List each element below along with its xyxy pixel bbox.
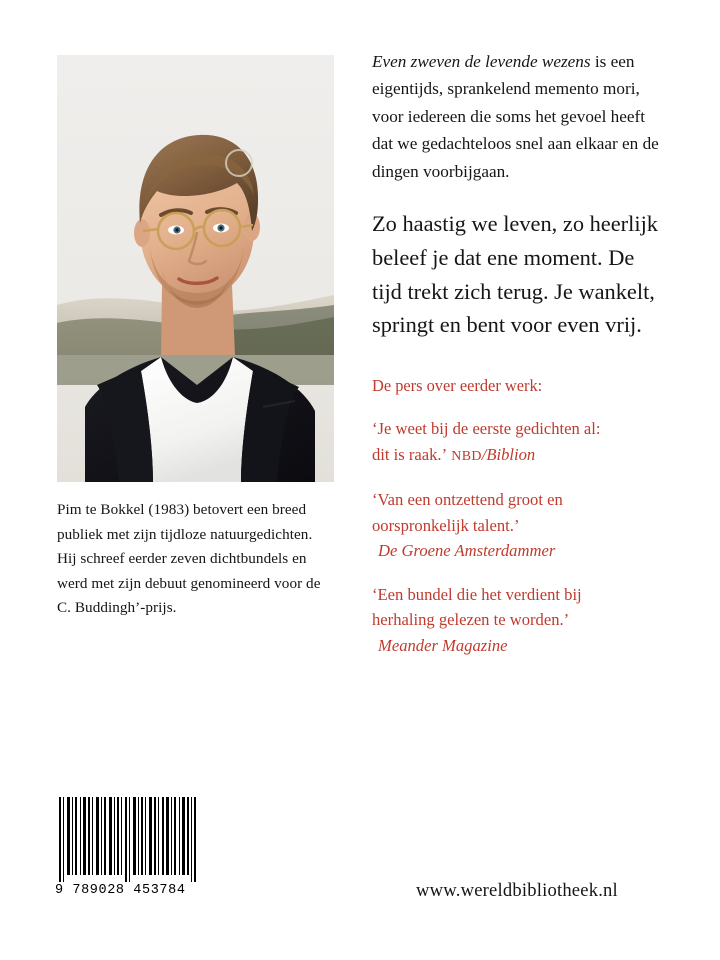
publisher-url: www.wereldbibliotheek.nl: [416, 880, 618, 901]
author-portrait-image: [57, 55, 334, 482]
press-quote-1-line2: dit is raak.’: [372, 444, 448, 464]
press-quote-3-line2: herhaling gelezen te worden.’: [372, 610, 570, 630]
blurb-intro: [372, 48, 662, 185]
press-heading: De pers over eerder werk:: [372, 376, 543, 396]
press-quote-1: [372, 416, 662, 469]
barcode-icon: [55, 797, 201, 882]
press-quote-2-line2: oorspronkelijk talent.’: [372, 515, 520, 535]
press-quote-2-source: De Groene Amsterdammer: [378, 541, 556, 561]
press-quote-3-line1: ‘Een bundel die het verdient bij: [372, 584, 582, 604]
author-photo: [57, 55, 334, 482]
isbn-digits: 9 789028 453784: [55, 883, 186, 898]
press-quote-2-line1: ‘Van een ontzettend groot en: [372, 490, 563, 510]
press-quote-1-line2-wrap: [372, 445, 535, 464]
press-quote-3: [372, 582, 662, 659]
right-column: [372, 48, 662, 658]
author-bio-text: Pim te Bokkel (1983) betovert een breed publiek met zijn tijdloze natuurgedichten. Hij schreef eerder zeven dichtbundels en werd met zijn debuut genomineerd voor de C. Buddingh’-prijs.: [57, 501, 321, 616]
blurb-pull-quote: Zo haastig we leven, zo heerlijk beleef je dat ene moment. De tijd trekt zich terug. Je wankelt, springt en bent voor even vrij.: [372, 211, 658, 338]
isbn-barcode: [55, 797, 201, 898]
press-quote-1-source-smallcaps: NBD: [451, 448, 482, 464]
press-quote-3-source: Meander Magazine: [378, 635, 508, 655]
press-quote-1-line1: ‘Je weet bij de eerste gedichten al:: [372, 419, 601, 439]
press-quote-2: [372, 487, 662, 564]
press-section: [372, 374, 662, 658]
press-quote-1-source-italic: /Biblion: [481, 444, 536, 464]
author-bio: [57, 498, 334, 621]
left-column: [57, 55, 334, 621]
blurb-intro-body: is een eigentijds, sprankelend memento mori, voor iedereen die soms het gevoel heeft dat we gedachteloos snel aan elkaar en de dingen voorbijgaan.: [372, 52, 659, 181]
book-title-italic: Even zweven de levende wezens: [372, 52, 591, 71]
